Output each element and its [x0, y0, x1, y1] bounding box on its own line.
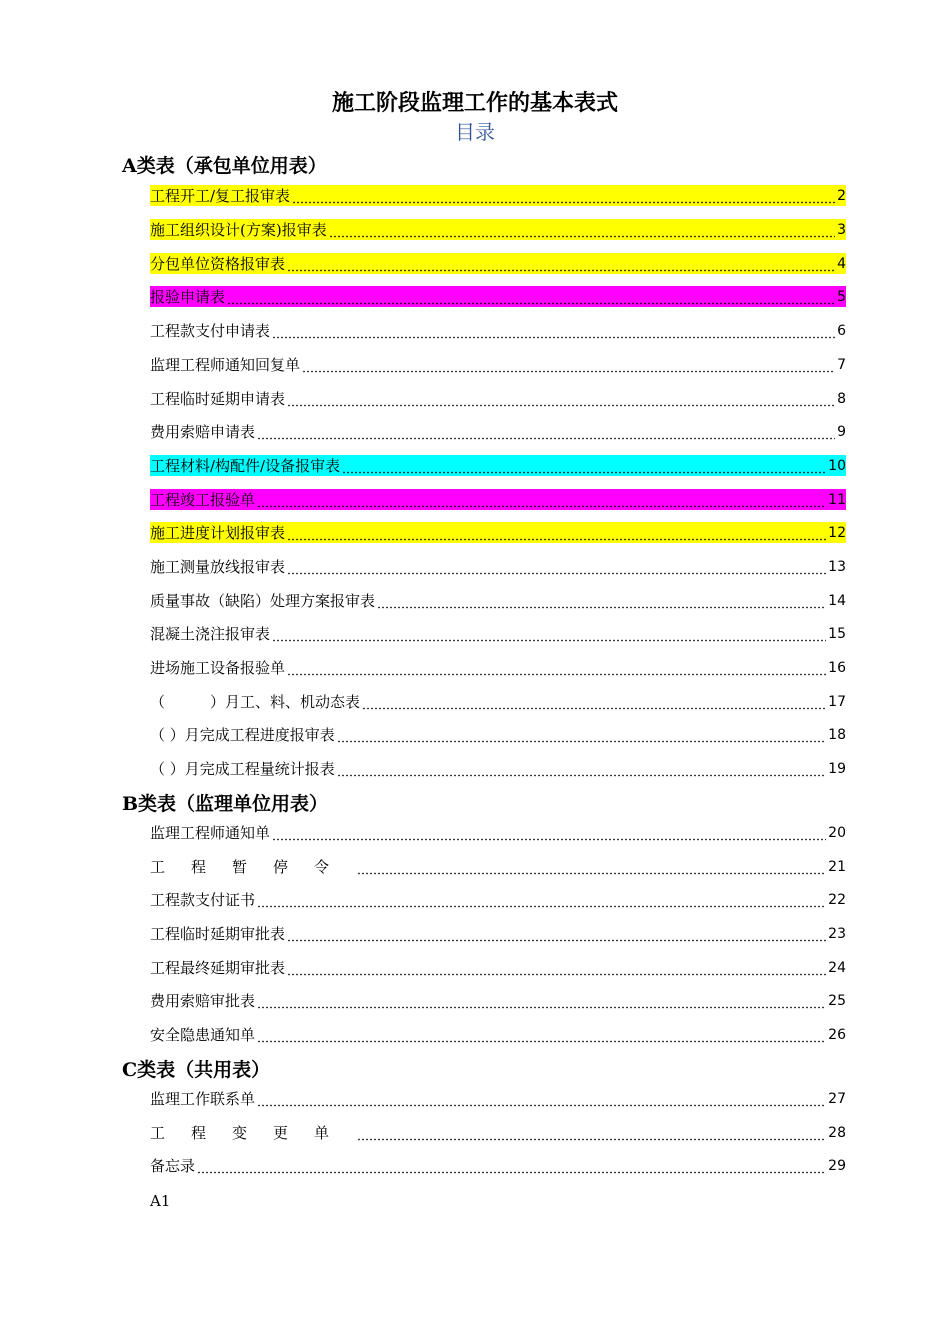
toc-entry-label: 工程暂停令: [150, 858, 356, 876]
toc-entry-page: 14: [828, 593, 846, 609]
toc-entry-label: 分包单位资格报审表: [150, 255, 286, 273]
toc-entry-page: 19: [828, 761, 846, 777]
toc-entry-label: 工程变更单: [150, 1124, 356, 1142]
toc-entry-page: 6: [837, 323, 846, 339]
toc-entry-page: 26: [828, 1027, 846, 1043]
toc-entry[interactable]: [150, 691, 846, 712]
document-title: 施工阶段监理工作的基本表式: [331, 90, 618, 116]
dot-leader: [342, 456, 826, 476]
toc-entry[interactable]: [150, 1122, 846, 1143]
toc-entry[interactable]: [150, 889, 846, 910]
toc-entry-page: 18: [828, 727, 846, 743]
toc-entry-page: 7: [837, 357, 846, 373]
toc-entry[interactable]: [150, 1088, 846, 1109]
dot-leader: [377, 591, 826, 611]
toc-entry-page: 11: [828, 492, 846, 508]
toc-entry-label: 混凝土浇注报审表: [150, 625, 271, 643]
toc-entry[interactable]: [150, 388, 846, 409]
dot-leader: [287, 924, 826, 944]
toc-entry-page: 22: [828, 892, 846, 908]
toc-entry-page: 15: [828, 626, 846, 642]
toc-entry-label: 工程款支付证书: [150, 891, 256, 909]
dot-leader: [272, 823, 826, 843]
toc-entry-label: 监理工程师通知回复单: [150, 356, 301, 374]
dot-leader: [257, 490, 826, 510]
toc-entry-page: 4: [837, 256, 846, 272]
dot-leader: [257, 422, 835, 442]
toc-entry[interactable]: [150, 522, 846, 543]
toc-entry-label: 工程竣工报验单: [150, 491, 256, 509]
toc-entry-label: （ ）月完成工程进度报审表: [150, 726, 335, 744]
dot-leader: [287, 523, 826, 543]
dot-leader: [357, 857, 826, 877]
toc-entry[interactable]: [150, 286, 846, 307]
toc-entry-label: 施工组织设计(方案)报审表: [150, 221, 327, 239]
dot-leader: [257, 890, 826, 910]
dot-leader: [227, 287, 835, 307]
toc-entry-label: 费用索赔申请表: [150, 423, 256, 441]
toc-entry[interactable]: [150, 623, 846, 644]
toc-entry[interactable]: [150, 856, 846, 877]
toc-entry[interactable]: [150, 822, 846, 843]
toc-entry-label: 工程材料/构配件/设备报审表: [150, 457, 341, 475]
section-heading-a: A类表（承包单位用表）: [122, 155, 327, 177]
toc-entry-page: 20: [828, 825, 846, 841]
toc-entry[interactable]: [150, 590, 846, 611]
toc-entry-page: 21: [828, 859, 846, 875]
toc-entry[interactable]: [150, 724, 846, 745]
toc-entry-label: 施工进度计划报审表: [150, 524, 286, 542]
toc-entry-page: 5: [837, 289, 846, 305]
section-heading-c: C类表（共用表）: [122, 1059, 271, 1081]
toc-entry-label: 质量事故（缺陷）处理方案报审表: [150, 592, 376, 610]
toc-entry-page: 12: [828, 525, 846, 541]
dot-leader: [272, 624, 826, 644]
toc-entry-label: 报验申请表: [150, 288, 226, 306]
toc-entry-page: 29: [828, 1158, 846, 1174]
dot-leader: [357, 1123, 826, 1143]
toc-entry-page: 16: [828, 660, 846, 676]
toc-entry[interactable]: [150, 421, 846, 442]
toc-entry[interactable]: [150, 219, 846, 240]
toc-entry[interactable]: [150, 455, 846, 476]
toc-entry-page: 27: [828, 1091, 846, 1107]
dot-leader: [302, 355, 835, 375]
footer-mark: A1: [150, 1192, 171, 1210]
toc-entry[interactable]: [150, 1024, 846, 1045]
toc-entry-page: 25: [828, 993, 846, 1009]
toc-entry-label: 工程临时延期审批表: [150, 925, 286, 943]
toc-entry-label: 工程临时延期申请表: [150, 390, 286, 408]
toc-entry-label: 费用索赔审批表: [150, 992, 256, 1010]
toc-entry[interactable]: [150, 489, 846, 510]
dot-leader: [337, 725, 826, 745]
toc-entry[interactable]: [150, 556, 846, 577]
toc-entry-page: 23: [828, 926, 846, 942]
dot-leader: [287, 958, 826, 978]
toc-entry-page: 17: [828, 694, 846, 710]
toc-entry-label: （ ）月工、料、机动态表: [150, 693, 361, 711]
toc-entry[interactable]: [150, 354, 846, 375]
toc-entry-page: 24: [828, 960, 846, 976]
toc-entry-label: 安全隐患通知单: [150, 1026, 256, 1044]
toc-entry[interactable]: [150, 320, 846, 341]
toc-heading: 目录: [455, 120, 495, 144]
dot-leader: [287, 658, 826, 678]
toc-entry-page: 28: [828, 1125, 846, 1141]
toc-entry[interactable]: [150, 758, 846, 779]
toc-entry[interactable]: [150, 657, 846, 678]
toc-entry-label: 监理工作联系单: [150, 1090, 256, 1108]
dot-leader: [272, 321, 835, 341]
dot-leader: [287, 389, 835, 409]
toc-entry[interactable]: [150, 185, 846, 206]
toc-entry[interactable]: [150, 253, 846, 274]
dot-leader: [257, 1089, 826, 1109]
toc-entry-label: 工程款支付申请表: [150, 322, 271, 340]
dot-leader: [337, 759, 826, 779]
toc-entry-label: （ ）月完成工程量统计报表: [150, 760, 335, 778]
toc-entry-label: 进场施工设备报验单: [150, 659, 286, 677]
toc-entry-page: 9: [837, 424, 846, 440]
toc-entry[interactable]: [150, 957, 846, 978]
toc-entry[interactable]: [150, 1155, 846, 1176]
toc-entry-label: 施工测量放线报审表: [150, 558, 286, 576]
dot-leader: [257, 991, 826, 1011]
section-heading-b: B类表（监理单位用表）: [122, 793, 329, 815]
toc-entry-label: 监理工程师通知单: [150, 824, 271, 842]
toc-entry-page: 10: [828, 458, 846, 474]
toc-entry-label: 工程开工/复工报审表: [150, 187, 291, 205]
dot-leader: [257, 1025, 826, 1045]
toc-entry-page: 2: [837, 188, 846, 204]
toc-entry-page: 8: [837, 391, 846, 407]
toc-entry[interactable]: [150, 923, 846, 944]
toc-entry-page: 13: [828, 559, 846, 575]
toc-entry-label: 工程最终延期审批表: [150, 959, 286, 977]
dot-leader: [292, 186, 835, 206]
dot-leader: [287, 254, 835, 274]
dot-leader: [362, 692, 826, 712]
toc-entry[interactable]: [150, 990, 846, 1011]
dot-leader: [197, 1156, 826, 1176]
dot-leader: [287, 557, 826, 577]
dot-leader: [329, 220, 835, 240]
toc-entry-page: 3: [837, 222, 846, 238]
toc-entry-label: 备忘录: [150, 1157, 196, 1175]
